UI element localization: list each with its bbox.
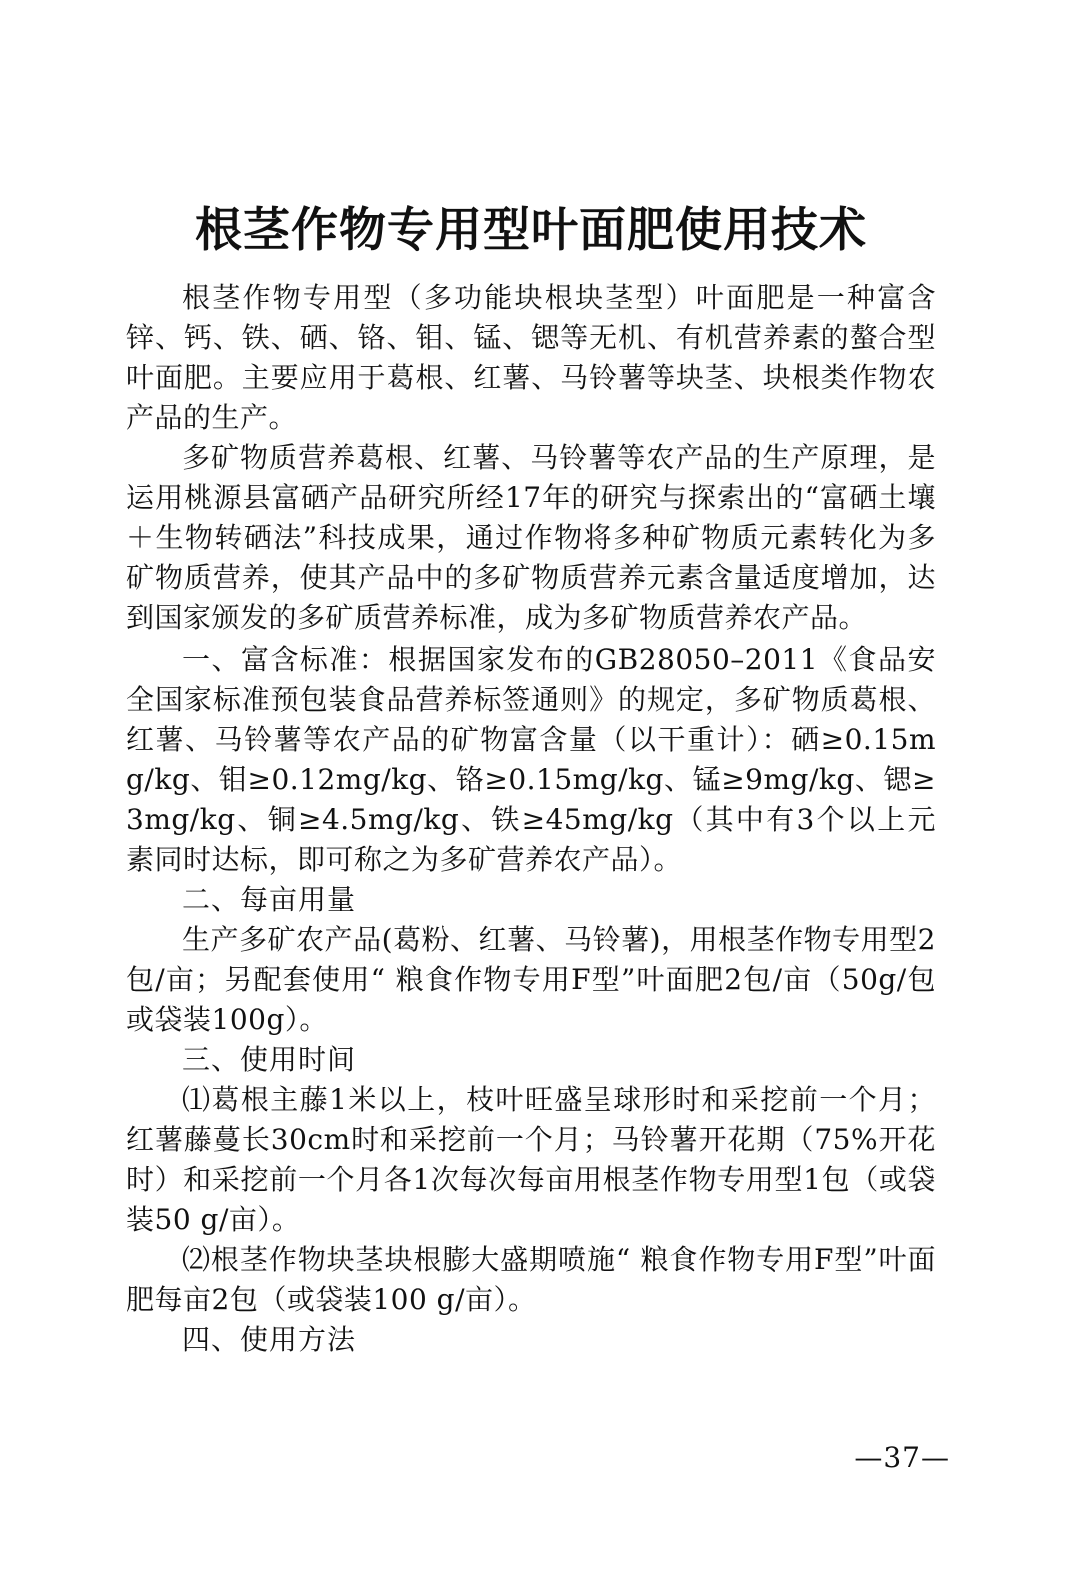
section-timing-item: ⑴葛根主藤1米以上，枝叶旺盛呈球形时和采挖前一个月；红薯藤蔓长30cm时和采挖前一个月；马铃薯开花期（75%开花时）和采挖前一个月各1次每次每亩用根茎作物专用型1包（或袋装50 g/亩）。: [126, 1083, 936, 1236]
section-timing-item: ⑵根茎作物块茎块根膨大盛期喷施“ 粮食作物专用F型”叶面肥每亩2包（或袋装100 g/亩）。: [126, 1243, 936, 1316]
section-dosage-heading: 二、每亩用量: [182, 883, 357, 916]
section-enrichment-standard: [126, 640, 936, 880]
document-body: [126, 196, 936, 1360]
section-method-heading: 四、使用方法: [182, 1323, 357, 1356]
section-enrichment-text: 根据国家发布的GB28050–2011《食品安全国家标准预包装食品营养标签通则》的规定，多矿物质葛根、红薯、马铃薯等农产品的矿物富含量（以干重计）：硒≥0.15mg/kg、钼≥0.12mg/kg、铬≥0.15mg/kg、锰≥9mg/kg、锶≥3mg/kg、铜≥4.5mg/kg、铁≥45mg/kg（其中有3个以上元素同时达标，即可称之为多矿营养农产品）。: [126, 643, 936, 876]
principle-paragraph: 多矿物质营养葛根、红薯、马铃薯等农产品的生产原理，是运用桃源县富硒产品研究所经17年的研究与探索出的“富硒土壤＋生物转硒法”科技成果，通过作物将多种矿物质元素转化为多矿物质营养，使其产品中的多矿物质营养元素含量适度增加，达到国家颁发的多矿质营养标准，成为多矿物质营养农产品。: [126, 441, 936, 634]
page-title: 根茎作物专用型叶面肥使用技术: [195, 203, 867, 258]
section-enrichment-heading: 一、富含标准：: [182, 643, 389, 676]
section-timing-heading: 三、使用时间: [182, 1043, 357, 1076]
page-number: —37—: [854, 1441, 950, 1474]
section-dosage-text: 生产多矿农产品(葛粉、红薯、马铃薯)，用根茎作物专用型2包/亩；另配套使用“ 粮食作物专用F型”叶面肥2包/亩（50g/包或袋装100g）。: [126, 923, 936, 1036]
intro-paragraph: 根茎作物专用型（多功能块根块茎型）叶面肥是一种富含锌、钙、铁、硒、铬、钼、锰、锶等无机、有机营养素的螯合型叶面肥。主要应用于葛根、红薯、马铃薯等块茎、块根类作物农产品的生产。: [126, 281, 936, 434]
